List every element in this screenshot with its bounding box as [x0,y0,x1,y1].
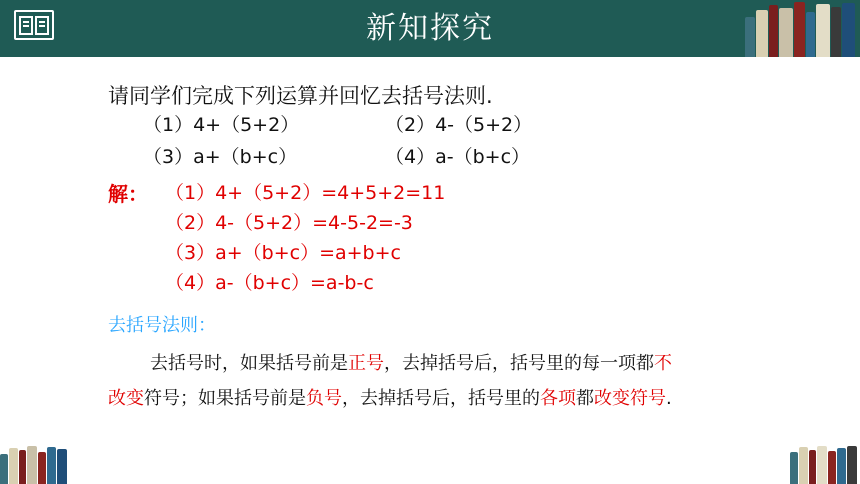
rule-text: ，去掉括号后，括号里的 [342,388,540,409]
question-intro: 请同学们完成下列运算并回忆去括号法则. [108,84,493,108]
question-item: （4）a-（b+c） [385,146,531,168]
book-stack-icon [745,2,857,57]
rule-text: 都 [576,388,594,409]
question-item: （1）4+（5+2） [143,114,300,136]
rule-line-1 [150,349,672,375]
solution-line: （2）4-（5+2）=4-5-2=-3 [165,212,413,234]
book-stack-icon [790,446,858,484]
rule-highlight: 不 [654,353,672,374]
rule-text: 符号；如果括号前是 [144,388,306,409]
question-item: （3）a+（b+c） [143,146,298,168]
rule-highlight: 改变 [108,388,144,409]
rule-line-2 [108,384,672,410]
rule-highlight: 负号 [306,388,342,409]
solution-line: （1）4+（5+2）=4+5+2=11 [165,182,446,204]
question-item: （2）4-（5+2） [385,114,533,136]
solution-line: （3）a+（b+c）=a+b+c [165,242,401,264]
page-title: 新知探究 [366,11,494,46]
book-stack-icon [0,446,70,484]
rule-text: ，去掉括号后，括号里的每一项都 [384,353,654,374]
rule-text: . [666,388,672,409]
rule-highlight: 各项 [540,388,576,409]
solution-label: 解： [108,182,148,206]
rule-title: 去括号法则： [108,315,216,336]
rule-highlight: 正号 [348,353,384,374]
solution-line: （4）a-（b+c）=a-b-c [165,272,374,294]
rule-text: 去括号时，如果括号前是 [150,353,348,374]
rule-highlight: 改变符号 [594,388,666,409]
